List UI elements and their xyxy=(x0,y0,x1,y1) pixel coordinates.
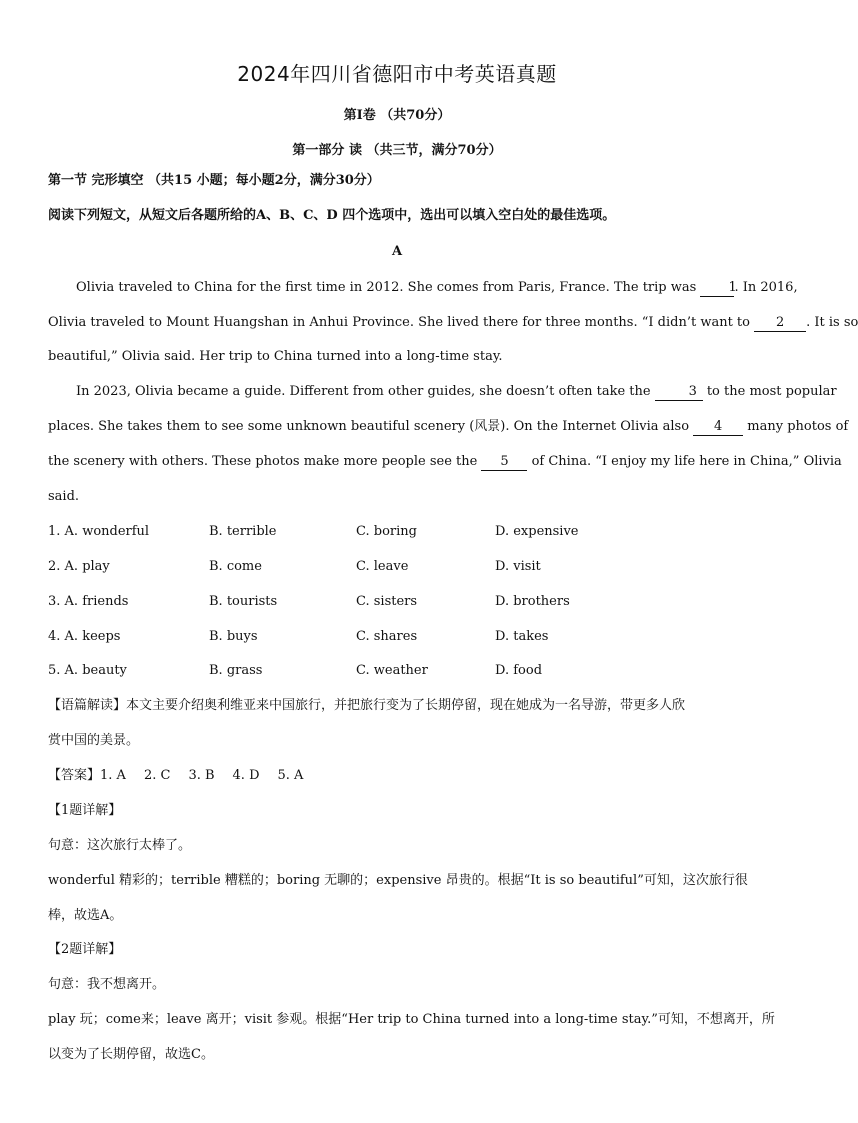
blank-5: 5 xyxy=(481,454,527,471)
option-d: D. expensive xyxy=(495,524,579,539)
page-title: 2024年四川省德阳市中考英语真题 xyxy=(237,62,557,86)
option-a: 3. A. friends xyxy=(48,594,129,609)
option-d: D. visit xyxy=(495,559,541,574)
q2-explanation: 以变为了长期停留，故选C。 xyxy=(48,1047,214,1062)
option-b: B. grass xyxy=(209,663,263,678)
analysis-text: 【语篇解读】本文主要介绍奥利维亚来中国旅行，并把旅行变为了长期停留，现在她成为一名导游，带更多人欣 xyxy=(48,698,686,713)
q2-explanation: play 玩；come来；leave 离开；visit 参观。根据“Her trip to China turned into a long-time stay.”可知，不想离开，所 xyxy=(48,1012,775,1027)
instruction-text: 阅读下列短文，从短文后各题所给的A、B、C、D 四个选项中，选出可以填入空白处的最佳选项。 xyxy=(48,208,616,223)
passage-label: A xyxy=(391,244,403,259)
option-d: D. brothers xyxy=(495,594,570,609)
q2-meaning: 句意：我不想离开。 xyxy=(48,977,166,992)
answer-item: 3. B xyxy=(188,768,215,783)
analysis-text: 赏中国的美景。 xyxy=(48,733,140,748)
option-c: C. leave xyxy=(356,559,409,574)
q1-heading: 【1题详解】 xyxy=(48,803,122,818)
option-d: D. takes xyxy=(495,629,549,644)
q1-meaning: 句意：这次旅行太棒了。 xyxy=(48,838,192,853)
option-c: C. shares xyxy=(356,629,418,644)
answer-item: 1. A xyxy=(100,768,126,783)
q1-explanation: wonderful 精彩的；terrible 糟糕的；boring 无聊的；expensive 昂贵的。根据“It is so beautiful”可知，这次旅行很 xyxy=(48,873,748,888)
option-c: C. weather xyxy=(356,663,428,678)
option-a: 1. A. wonderful xyxy=(48,524,150,539)
blank-3: 3 xyxy=(655,384,703,401)
answer-line xyxy=(48,766,748,786)
passage-line: Olivia traveled to China for the first time in 2012. She comes from Paris, France. The trip was 1. In 2016, xyxy=(76,280,798,295)
option-a: 2. A. play xyxy=(48,559,110,574)
answer-label: 【答案】 xyxy=(48,768,101,783)
option-b: B. tourists xyxy=(209,594,278,609)
answer-item: 2. C xyxy=(143,768,171,783)
passage-line: places. She takes them to see some unknown beautiful scenery (风景). On the Internet Olivia also 4 many photos of xyxy=(48,419,849,434)
option-c: C. sisters xyxy=(356,594,418,609)
option-a: 5. A. beauty xyxy=(48,663,127,678)
option-a: 4. A. keeps xyxy=(48,629,121,644)
blank-1: 1 xyxy=(700,280,734,297)
passage-line: said. xyxy=(48,489,80,504)
answer-item: 5. A xyxy=(277,768,304,783)
passage-line: the scenery with others. These photos make more people see the 5 of China. “I enjoy my life here in China,” Olivia xyxy=(48,454,842,469)
passage-line: Olivia traveled to Mount Huangshan in Anhui Province. She lived there for three months. “I didn’t want to 2 . It is so xyxy=(48,315,858,330)
blank-4: 4 xyxy=(693,419,743,436)
answer-item: 4. D xyxy=(232,768,260,783)
q2-heading: 【2题详解】 xyxy=(48,942,122,957)
option-b: B. terrible xyxy=(209,524,277,539)
section-heading: 第一节 完形填空 （共15 小题；每小题2分，满分30分） xyxy=(48,173,380,188)
option-b: B. buys xyxy=(209,629,258,644)
blank-2: 2 xyxy=(754,315,806,332)
option-d: D. food xyxy=(495,663,543,678)
passage-line: beautiful,” Olivia said. Her trip to China turned into a long-time stay. xyxy=(48,349,503,364)
part-heading: 第一部分 读 （共三节，满分70分） xyxy=(292,143,502,158)
volume-heading: 第Ⅰ卷 （共70分） xyxy=(343,108,451,123)
option-b: B. come xyxy=(209,559,262,574)
passage-line: In 2023, Olivia became a guide. Different from other guides, she doesn’t often take the 3 to the most popular xyxy=(76,384,837,399)
option-c: C. boring xyxy=(356,524,417,539)
q1-explanation: 棒，故选A。 xyxy=(48,908,123,923)
